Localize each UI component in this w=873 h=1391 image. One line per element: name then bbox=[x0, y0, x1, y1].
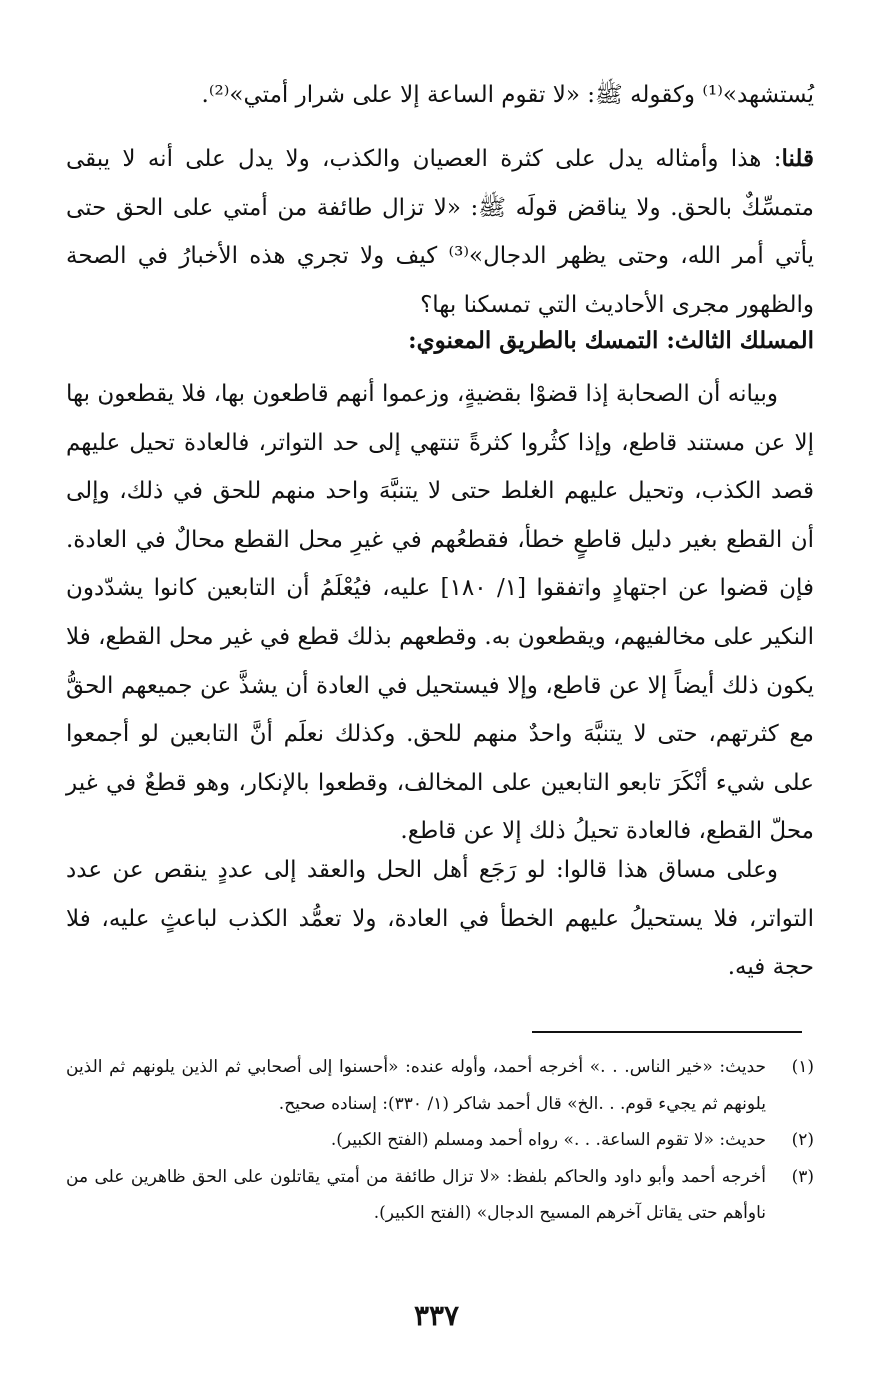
footnote-text: حديث: «خير الناس. . .» أخرجه أحمد، وأوله عنده: «أحسنوا إلى أصحابي ثم الذين يلونهم ثم الذين يلونهم ثم يجيء قوم. . .الخ» قال أحمد شاكر (١/ ٣٣٠): إسناده صحيح. bbox=[66, 1057, 766, 1114]
footnote-number: (٣) bbox=[791, 1166, 814, 1187]
explanation-text: وبيانه أن الصحابة إذا قضوْا بقضيةٍ، وزعموا أنهم قاطعون بها، فلا يقطعون بها إلا عن مستند قاطع، وإذا كثُروا كثرةً تنتهي إلى حد التواتر، فالعادة تحيل عليهم قصد الكذب، وتحيل عليهم الغلط حتى لا يتنبَّهَ واحد منهم للحق في ذلك، وإلى أن القطع بغير دليل قاطعٍ خطأ، فقطعُهم في غيرِ محل القطع محالٌ في العادة. فإن قضوا عن اجتهادٍ واتفقوا [١/ ١٨٠] عليه، فيُعْلَمُ أن التابعين كانوا يشدّدون النكير على مخالفيهم، ويقطعون به. وقطعهم بذلك قطع في غير محل القطع، فلا يكون ذلك أيضاً إلا عن قاطع، وإلا فيستحيل في العادة أن يشذَّ عن جميعهم الحقُّ مع كثرتهم، حتى لا يتنبَّهَ واحدٌ منهم للحق. وكذلك نعلَم أنَّ التابعين لو أجمعوا على شيء أنْكَرَ تابعو التابعين على المخالف، وقطعوا بالإنكار، وهو قطعٌ في غير محلّ القطع، فالعادة تحيلُ ذلك إلا عن قاطع. bbox=[66, 381, 814, 845]
footnote-text: حديث: «لا تقوم الساعة. . .» رواه أحمد ومسلم (الفتح الكبير). bbox=[330, 1130, 766, 1150]
continuation-text: يُستشهد»⁽¹⁾ وكقوله ﷺ: «لا تقوم الساعة إلا على شرار أمتي»⁽²⁾. bbox=[201, 82, 814, 108]
context-text: وعلى مساق هذا قالوا: لو رَجَع أهل الحل والعقد إلى عددٍ ينقص عن عدد التواتر، فلا يستحيلُ عليهم الخطأ في العادة، ولا تعمُّد الكذب لباعثٍ عليه، فلا حجة فيه. bbox=[66, 857, 814, 981]
footnote-separator bbox=[532, 1031, 802, 1033]
footnote-item bbox=[66, 1122, 814, 1159]
section-heading-block bbox=[66, 317, 814, 366]
paragraph-context bbox=[66, 846, 814, 992]
footnotes bbox=[66, 1049, 814, 1232]
paragraph-explanation bbox=[66, 370, 814, 856]
footnote-number: (١) bbox=[791, 1057, 814, 1077]
continuation-line bbox=[66, 71, 814, 120]
reply-text: : هذا وأمثاله يدل على كثرة العصيان والكذب، ولا يدل على أنه لا يبقى متمسِّكٌ بالحق. ولا يناقض قولَه ﷺ: «لا تزال طائفة من أمتي على الحق حتى يأتي أمر الله، وحتى يظهر الدجال»⁽³⁾ كيف ولا تجري هذه الأخبارُ في الصحة والظهور مجرى الأحاديث التي تمسكنا بها؟ bbox=[66, 146, 815, 318]
footnote-item bbox=[66, 1049, 814, 1122]
page-number: ٣٣٧ bbox=[413, 1299, 460, 1332]
footnote-number: (٢) bbox=[791, 1130, 814, 1150]
paragraph-reply bbox=[66, 135, 814, 329]
footnote-item bbox=[66, 1159, 814, 1232]
reply-lead-word: قلنا bbox=[781, 145, 814, 172]
section-heading: المسلك الثالث: التمسك بالطريق المعنوي: bbox=[408, 327, 814, 354]
footnote-text: أخرجه أحمد وأبو داود والحاكم بلفظ: «لا تزال طائفة من أمتي يقاتلون على الحق ظاهرين على من ناوأهم حتى يقاتل آخرهم المسيح الدجال» (الفتح الكبير). bbox=[66, 1166, 766, 1223]
